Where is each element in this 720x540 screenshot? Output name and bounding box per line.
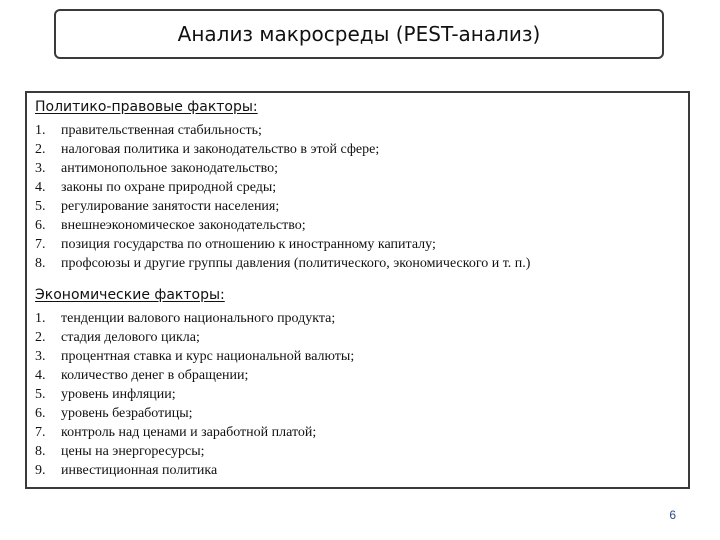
item-text: стадия делового цикла; <box>61 330 200 345</box>
content-box <box>25 91 690 489</box>
item-number: 3. <box>35 161 46 176</box>
section-gap <box>35 273 680 285</box>
item-text: профсоюзы и другие группы давления (политического, экономического и т. п.) <box>61 256 531 271</box>
list-item <box>35 309 680 328</box>
list-item <box>35 347 680 366</box>
item-number: 2. <box>35 142 46 157</box>
item-text: количество денег в обращении; <box>61 368 249 383</box>
list-item <box>35 442 680 461</box>
list-item <box>35 140 680 159</box>
list-item <box>35 461 680 480</box>
item-number: 6. <box>35 406 46 421</box>
item-text: законы по охране природной среды; <box>61 180 277 195</box>
item-text: антимонопольное законодательство; <box>61 161 279 176</box>
item-number: 5. <box>35 387 46 402</box>
item-text: уровень безработицы; <box>61 406 193 421</box>
item-text: регулирование занятости населения; <box>61 199 280 214</box>
list-item <box>35 216 680 235</box>
item-number: 1. <box>35 123 46 138</box>
list-item <box>35 254 680 273</box>
item-number: 5. <box>35 199 46 214</box>
item-text: цены на энергоресурсы; <box>61 444 205 459</box>
list-item <box>35 404 680 423</box>
item-number: 9. <box>35 463 46 478</box>
list-item <box>35 385 680 404</box>
item-text: контроль над ценами и заработной платой; <box>61 425 317 440</box>
list-item <box>35 328 680 347</box>
item-number: 6. <box>35 218 46 233</box>
page-number: 6 <box>669 508 676 522</box>
slide-title: Анализ макросреды (PEST-анализ) <box>177 22 541 46</box>
list-item <box>35 178 680 197</box>
item-text: процентная ставка и курс национальной валюты; <box>61 349 355 364</box>
item-text: правительственная стабильность; <box>61 123 262 138</box>
list-item <box>35 235 680 254</box>
political-heading: Политико-правовые факторы: <box>35 99 258 115</box>
political-factor-list <box>35 121 680 273</box>
list-item <box>35 197 680 216</box>
item-text: позиция государства по отношению к иностранному капиталу; <box>61 237 436 252</box>
item-number: 2. <box>35 330 46 345</box>
item-number: 3. <box>35 349 46 364</box>
list-item <box>35 423 680 442</box>
item-number: 4. <box>35 180 46 195</box>
item-number: 7. <box>35 237 46 252</box>
list-item <box>35 121 680 140</box>
item-text: уровень инфляции; <box>61 387 176 402</box>
item-text: тенденции валового национального продукта; <box>61 311 336 326</box>
item-number: 8. <box>35 256 46 271</box>
list-item <box>35 159 680 178</box>
list-item <box>35 366 680 385</box>
item-number: 4. <box>35 368 46 383</box>
item-number: 7. <box>35 425 46 440</box>
economic-factor-list <box>35 309 680 480</box>
item-text: внешнеэкономическое законодательство; <box>61 218 306 233</box>
item-number: 8. <box>35 444 46 459</box>
item-text: налоговая политика и законодательство в этой сфере; <box>61 142 380 157</box>
item-text: инвестиционная политика <box>61 463 218 478</box>
slide-title-box <box>54 9 664 59</box>
economic-heading: Экономические факторы: <box>35 287 225 303</box>
item-number: 1. <box>35 311 46 326</box>
